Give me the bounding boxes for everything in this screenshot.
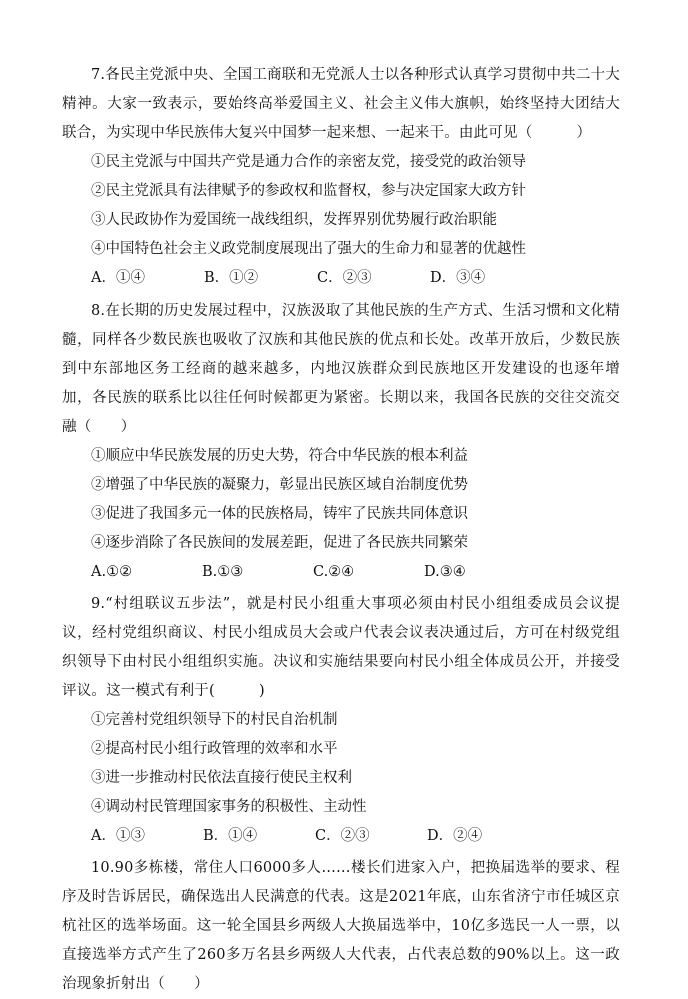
question-7-choice-b: B．①② bbox=[204, 270, 259, 286]
question-8-option-3: ③促进了我国多元一体的民族格局，铸牢了民族共同体意识 bbox=[91, 506, 468, 522]
question-8-option-2: ②增强了中华民族的凝聚力，彰显出民族区域自治制度优势 bbox=[91, 477, 468, 493]
question-8-answer-choices bbox=[62, 558, 620, 587]
question-9-option-1: ①完善村党组织领导下的村民自治机制 bbox=[91, 712, 338, 728]
question-8-choice-c: C.②④ bbox=[313, 564, 355, 580]
question-9-option-4: ④调动村民管理国家事务的积极性、主动性 bbox=[91, 799, 367, 815]
question-9-option-2: ②提高村民小组行政管理的效率和水平 bbox=[91, 741, 338, 757]
question-8 bbox=[62, 297, 620, 587]
question-9 bbox=[62, 590, 620, 851]
question-9-answer-choices bbox=[62, 822, 620, 851]
question-7-stem: 7.各民主党派中央、全国工商联和无党派人士以各种形式认真学习贯彻中共二十大精神。大家一致表示，要始终高举爱国主义、社会主义伟大旗帜，始终坚持大团结大联合，为实现中华民族伟大复兴中国梦一起来想、一起来干。由此可见（ ） bbox=[62, 67, 620, 141]
question-9-stem: 9.“村组联议五步法”，就是村民小组重大事项必须由村民小组组委成员会议提议，经村党组织商议、村民小组成员大会或户代表会议表决通过后，方可在村级党组织领导下由村民小组组织实施。决议和实施结果要向村民小组全体成员公开，并接受评议。这一模式有利于( ) bbox=[62, 596, 620, 699]
question-9-choice-d: D．②④ bbox=[427, 828, 483, 844]
question-7-choice-c: C．②③ bbox=[317, 270, 372, 286]
question-8-option-4: ④逐步消除了各民族间的发展差距，促进了各民族共同繁荣 bbox=[91, 535, 468, 551]
question-7-choice-a: A．①④ bbox=[91, 270, 145, 286]
question-8-stem: 8.在长期的历史发展过程中，汉族汲取了其他民族的生产方式、生活习惯和文化精髓，同样各少数民族也吸收了汉族和其他民族的优点和长处。改革开放后，少数民族到中东部地区务工经商的越来越多，内地汉族群众到民族地区开发建设的也逐年增加，各民族的联系比以往任何时候都更为紧密。长期以来，我国各民族的交往交流交融（ ） bbox=[62, 303, 620, 435]
question-9-choice-a: A．①③ bbox=[91, 828, 145, 844]
question-7-answer-choices bbox=[62, 264, 620, 293]
question-7-option-1: ①民主党派与中国共产党是通力合作的亲密友党，接受党的政治领导 bbox=[91, 154, 526, 170]
question-10 bbox=[62, 854, 620, 999]
question-7-option-4: ④中国特色社会主义政党制度展现出了强大的生命力和显著的优越性 bbox=[91, 241, 526, 257]
question-9-choice-b: B．①④ bbox=[203, 828, 258, 844]
question-9-option-3: ③进一步推动村民依法直接行使民主权利 bbox=[91, 770, 352, 786]
question-8-choice-a: A.①② bbox=[91, 564, 133, 580]
question-7-choice-d: D．③④ bbox=[430, 270, 486, 286]
question-9-choice-c: C．②③ bbox=[315, 828, 370, 844]
question-7-option-2: ②民主党派具有法律赋予的参政权和监督权，参与决定国家大政方针 bbox=[91, 183, 526, 199]
question-8-choice-d: D.③④ bbox=[424, 564, 466, 580]
question-10-stem: 10.90多栋楼，常住人口6000多人……楼长们进家入户，把换届选举的要求、程序及时告诉居民，确保选出人民满意的代表。这是2021年底，山东省济宁市任城区京杭社区的选举场面。这一轮全国县乡两级人大换届选举中，10亿多选民一人一票，以直接选举方式产生了260多万名县乡两级人大代表，占代表总数的90%以上。这一政治现象折射出（ ） bbox=[62, 860, 620, 992]
question-7 bbox=[62, 61, 620, 293]
question-8-option-1: ①顺应中华民族发展的历史大势，符合中华民族的根本利益 bbox=[91, 448, 468, 464]
question-7-option-3: ③人民政协作为爱国统一战线组织，发挥界别优势履行政治职能 bbox=[91, 212, 497, 228]
question-8-choice-b: B.①③ bbox=[202, 564, 244, 580]
